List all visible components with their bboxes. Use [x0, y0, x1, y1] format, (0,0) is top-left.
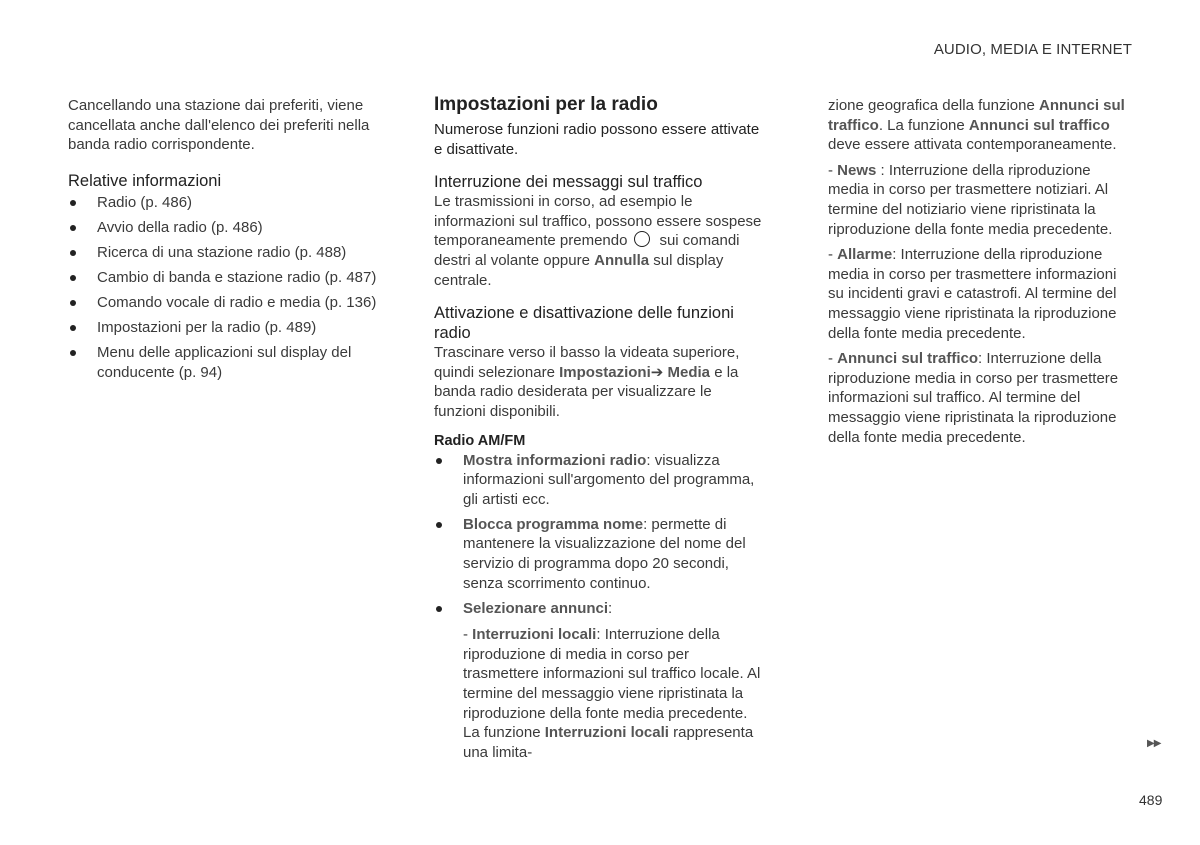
continue-arrows-icon: ▶▶ — [1147, 738, 1161, 749]
related-link-menu-applicazioni[interactable] — [68, 343, 398, 382]
bullet-icon — [70, 300, 76, 306]
media-label: Media — [667, 363, 711, 381]
option-mostra-informazioni — [434, 451, 767, 510]
related-link-impostazioni[interactable] — [68, 318, 398, 338]
arrow-right-icon: ➔ — [650, 363, 664, 381]
activation-heading: Attivazione e disattivazione delle funzioni radio — [434, 304, 734, 343]
allarme-text: : Interruzione della riproduzione media in corso per trasmettere informazioni su incidenti gravi e catastrofi. Al termine del messaggio viene ripristinata la riproduzione della fonte media precedente. — [828, 246, 1117, 342]
annunci-traffico-term: Annunci sul traffico — [828, 97, 1125, 134]
section-header: AUDIO, MEDIA E INTERNET — [933, 41, 1132, 58]
traffic-text-part: sui comandi destri al volante oppure — [434, 232, 740, 269]
option-blocca-programma — [434, 515, 767, 593]
traffic-interrupt-text — [434, 192, 767, 290]
bullet-icon — [436, 606, 442, 612]
option-term: Mostra informazioni radio — [463, 451, 647, 469]
bullet-icon — [436, 522, 442, 528]
steering-wheel-button-icon — [634, 231, 650, 247]
bullet-icon — [70, 350, 76, 356]
continued-text: deve essere attivata contemporaneamente. — [828, 136, 1117, 154]
annunci-traffico-term: Annunci sul traffico — [837, 350, 979, 368]
news-term: News — [837, 161, 877, 179]
page-title: Impostazioni per la radio — [434, 94, 658, 115]
amfm-options-list — [434, 451, 767, 619]
option-term: Blocca programma nome — [463, 515, 644, 533]
column-left — [68, 96, 398, 388]
activation-text-part: e la banda radio desiderata per visualizzare le funzioni disponibili. — [434, 363, 739, 420]
related-link-label: Ricerca di una stazione radio (p. 488) — [97, 243, 347, 261]
bullet-icon — [70, 275, 76, 281]
option-description: : — [608, 599, 613, 617]
option-description: : visualizza informazioni sull'argomento del programma, gli artisti ecc. — [463, 451, 755, 508]
option-description: : permette di mantenere la visualizzazione del nome del servizio di programma dopo 20 secondi, senza scorrimento continuo. — [463, 515, 746, 592]
bullet-icon — [436, 458, 442, 464]
interruzioni-locali-text: : Interruzione della riproduzione di media in corso per trasmettere informazioni sul traffico locale. Al termine del messaggio viene ripristinata la riproduzione della fonte media precedente. La funzione — [463, 626, 761, 742]
option-term: Selezionare annunci — [463, 599, 609, 617]
dash-prefix: - — [463, 626, 473, 644]
interruzioni-locali-term: Interruzioni locali — [544, 724, 669, 742]
allarme-term: Allarme — [837, 246, 893, 264]
related-link-label: Avvio della radio (p. 486) — [97, 218, 263, 236]
related-link-label: Cambio di banda e stazione radio (p. 487) — [97, 269, 377, 287]
intro-paragraph: Cancellando una stazione dai preferiti, viene cancellata anche dall'elenco dei preferiti nella banda radio corrispondente. — [68, 97, 370, 154]
interruzioni-locali-term: Interruzioni locali — [472, 626, 597, 644]
related-link-comando-vocale[interactable] — [68, 293, 398, 313]
allarme-paragraph — [828, 245, 1133, 343]
interruzioni-locali-text: rappresenta una limita- — [463, 724, 754, 761]
lead-paragraph: Numerose funzioni radio possono essere attivate e disattivate. — [434, 121, 760, 158]
annunci-traffico-text: : Interruzione della riproduzione media in corso per trasmettere informazioni sul traffico. Al termine del messaggio viene ripristinata la riproduzione della fonte media precedente. — [828, 350, 1119, 446]
bullet-icon — [70, 250, 76, 256]
continued-text: zione geografica della funzione — [828, 97, 1035, 114]
dash-prefix: - — [828, 246, 838, 264]
dash-prefix: - — [828, 161, 838, 179]
option-selezionare-annunci — [434, 599, 767, 619]
column-middle — [434, 93, 767, 762]
related-link-label: Impostazioni per la radio (p. 489) — [97, 319, 317, 337]
related-link-ricerca[interactable] — [68, 243, 398, 263]
continued-paragraph — [828, 96, 1133, 155]
traffic-interrupt-heading: Interruzione dei messaggi sul traffico — [434, 173, 703, 192]
bullet-icon — [70, 325, 76, 331]
impostazioni-label: Impostazioni — [559, 363, 651, 381]
related-info-heading: Relative informazioni — [68, 171, 222, 190]
traffic-text-part: sul display centrale. — [434, 251, 724, 289]
amfm-heading: Radio AM/FM — [434, 432, 526, 449]
related-link-radio[interactable] — [68, 193, 398, 213]
related-info-list — [68, 193, 398, 383]
annunci-traffico-paragraph — [828, 349, 1133, 447]
annunci-traffico-term: Annunci sul traffico — [968, 116, 1110, 134]
bullet-icon — [70, 225, 76, 231]
page-number: 489 — [1139, 792, 1163, 808]
annulla-label: Annulla — [594, 251, 650, 269]
bullet-icon — [70, 200, 76, 206]
dash-prefix: - — [828, 350, 838, 368]
related-link-label: Menu delle applicazioni sul display del conducente (p. 94) — [97, 344, 352, 381]
activation-text — [434, 343, 767, 421]
continued-text: . La funzione — [878, 116, 965, 134]
news-paragraph — [828, 161, 1133, 239]
traffic-text-part: Le trasmissioni in corso, ad esempio le informazioni sul traffico, possono essere sospese temporaneamente premendo — [434, 193, 762, 250]
related-link-label: Radio (p. 486) — [97, 193, 193, 211]
related-link-cambio[interactable] — [68, 268, 398, 288]
activation-text-part: Trascinare verso il basso la videata superiore, quindi selezionare — [434, 344, 740, 381]
news-text: : Interruzione della riproduzione media in corso per trasmettere notiziari. Al termine del notiziario viene ripristinata la riproduzione della fonte media precedente. — [828, 161, 1113, 238]
related-link-avvio[interactable] — [68, 218, 398, 238]
column-right — [828, 96, 1133, 447]
interruzioni-locali-paragraph — [434, 625, 767, 762]
related-link-label: Comando vocale di radio e media (p. 136) — [97, 294, 377, 312]
